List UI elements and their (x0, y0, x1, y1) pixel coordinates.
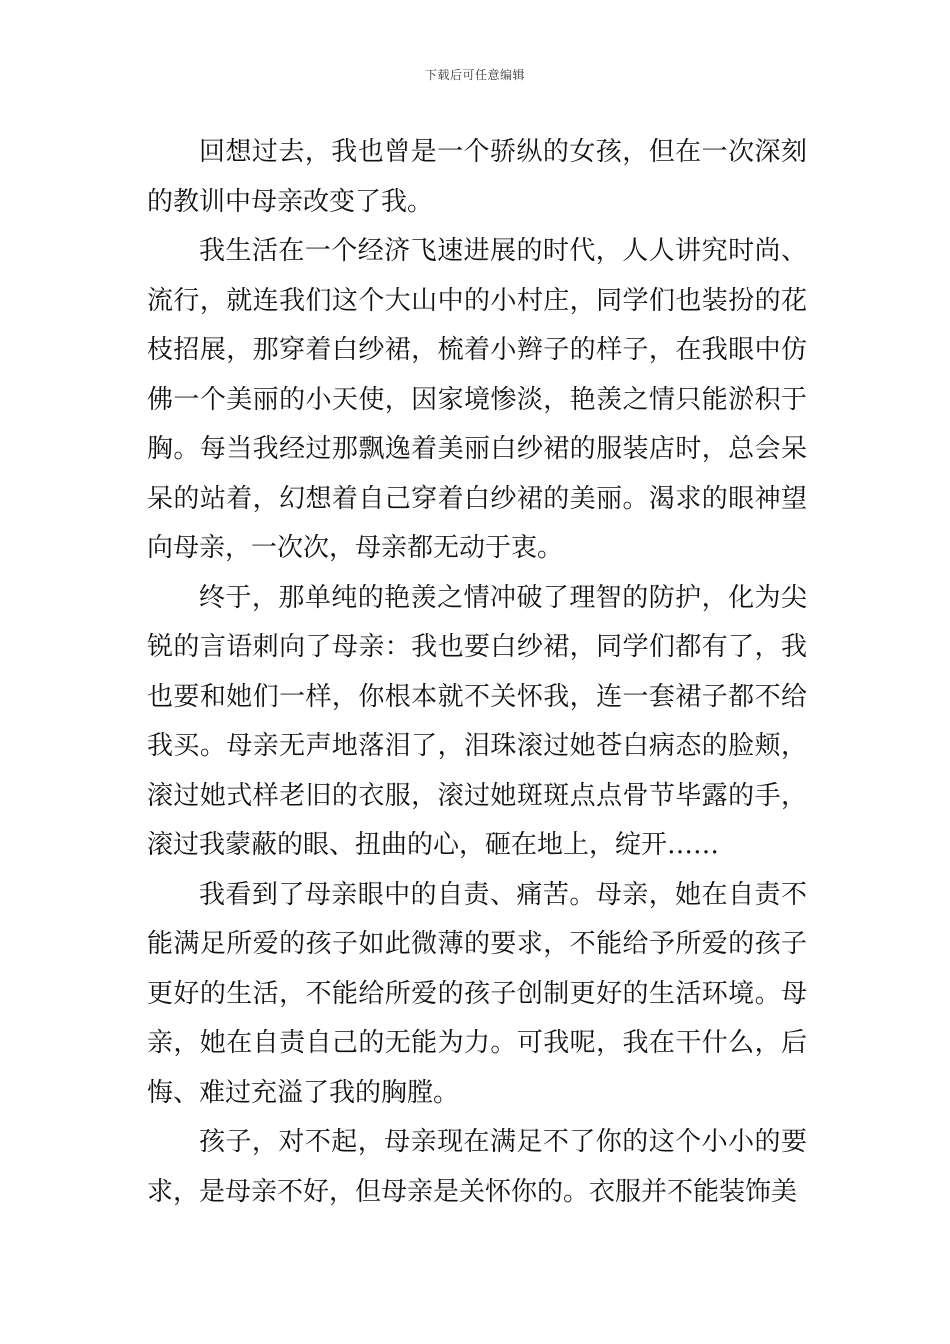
paragraph-2: 我生活在一个经济飞速进展的时代，人人讲究时尚、流行，就连我们这个大山中的小村庄，同学们也装扮的花枝招展，那穿着白纱裙，梳着小辫子的样子，在我眼中仿佛一个美丽的小天使，因家境惨淡，艳羡之情只能淤积于胸。每当我经过那飘逸着美丽白纱裙的服装店时，总会呆呆的站着，幻想着自己穿着白纱裙的美丽。渴求的眼神望向母亲，一次次，母亲都无动于衷。 (147, 236, 807, 563)
document-body (147, 128, 807, 1217)
paragraph-5: 孩子，对不起，母亲现在满足不了你的这个小小的要求，是母亲不好，但母亲是关怀你的。衣服并不能装饰美 (147, 1127, 807, 1207)
page-header: 下载后可任意编辑 (424, 68, 525, 82)
paragraph-4: 我看到了母亲眼中的自责、痛苦。母亲，她在自责不能满足所爱的孩子如此微薄的要求，不能给予所爱的孩子更好的生活，不能给所爱的孩子创制更好的生活环境。母亲，她在自责自己的无能为力。可我呢，我在干什么，后悔、难过充溢了我的胸膛。 (147, 879, 807, 1108)
paragraph-1: 回想过去，我也曾是一个骄纵的女孩，但在一次深刻的教训中母亲改变了我。 (147, 137, 807, 217)
paragraph-3: 终于，那单纯的艳羡之情冲破了理智的防护，化为尖锐的言语刺向了母亲：我也要白纱裙，同学们都有了，我也要和她们一样，你根本就不关怀我，连一套裙子都不给我买。母亲无声地落泪了，泪珠滚过她苍白病态的脸颊，滚过她式样老旧的衣服，滚过她斑斑点点骨节毕露的手，滚过我蒙蔽的眼、扭曲的心，砸在地上，绽开…… (147, 582, 807, 860)
